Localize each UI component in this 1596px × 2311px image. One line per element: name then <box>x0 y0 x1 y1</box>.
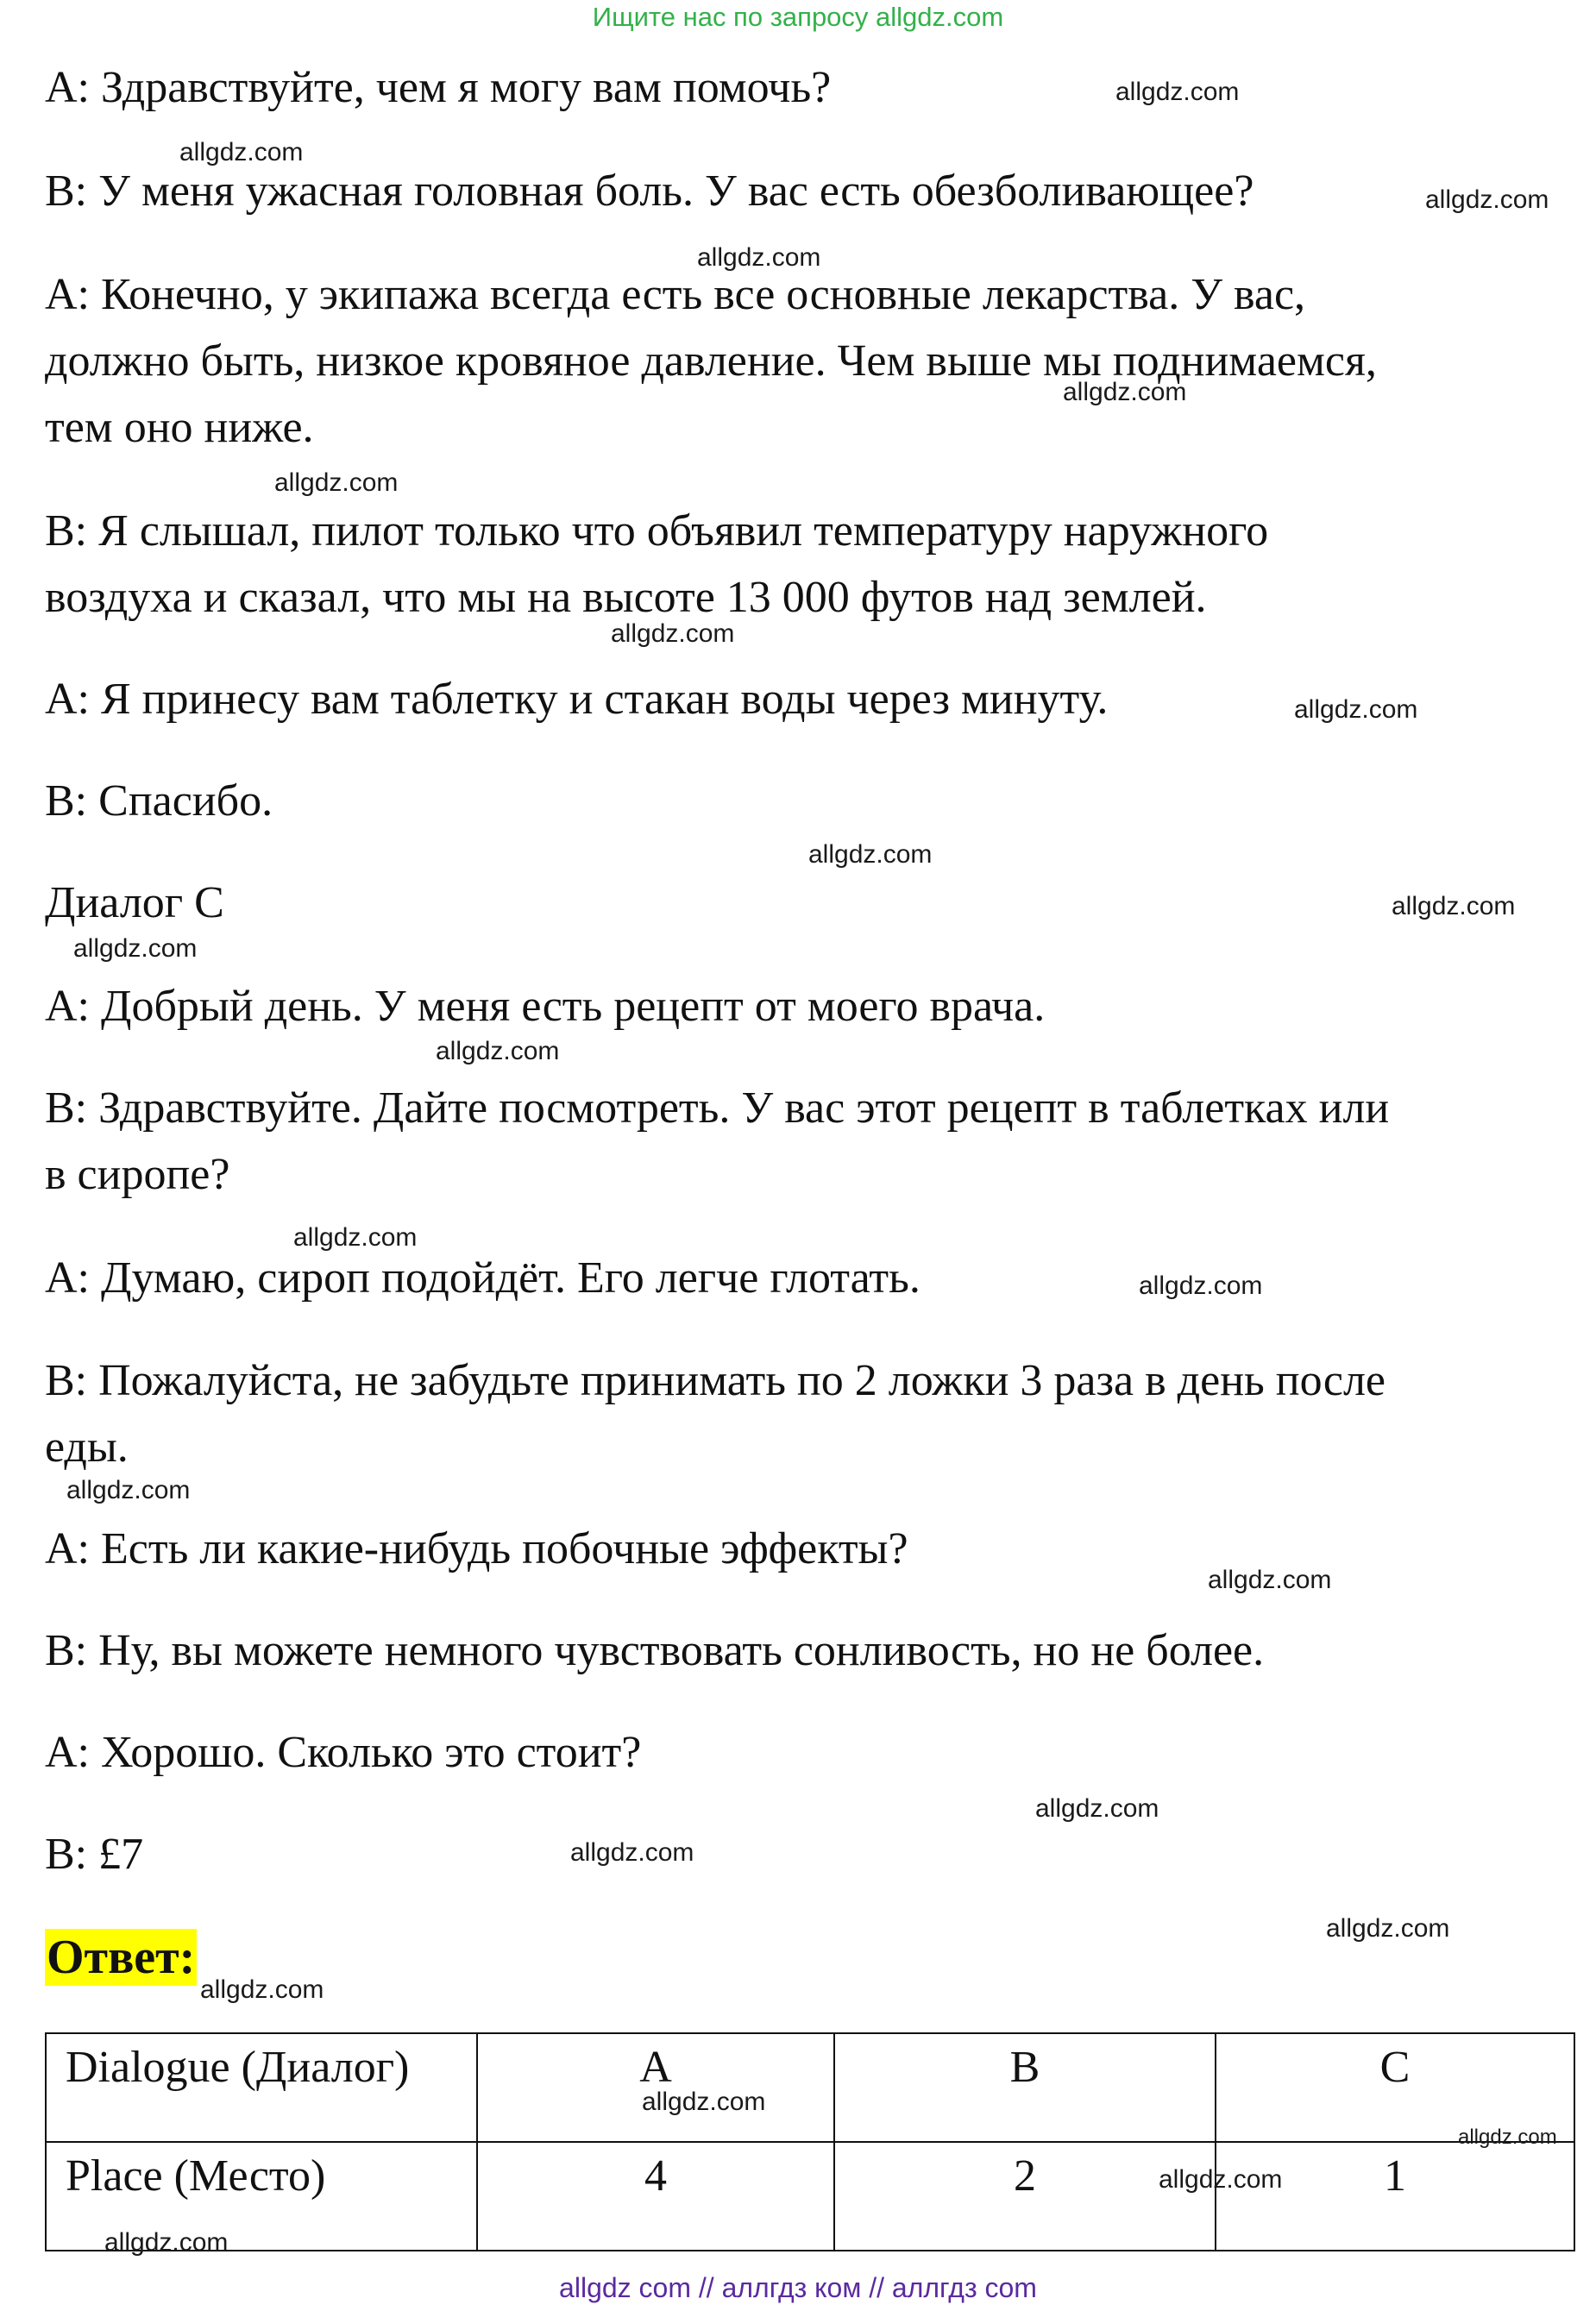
watermark: allgdz.com <box>1458 2126 1557 2149</box>
watermark: allgdz.com <box>642 2088 766 2116</box>
table-header-row <box>46 2033 1574 2142</box>
dialogue-line: A: Хорошо. Сколько это стоит? <box>45 1728 642 1777</box>
watermark: allgdz.com <box>66 1476 191 1504</box>
table-cell: C <box>1216 2033 1574 2142</box>
watermark: allgdz.com <box>1139 1272 1263 1300</box>
watermark: allgdz.com <box>1326 1914 1450 1943</box>
dialogue-line: B: Ну, вы можете немного чувствовать сонливость, но не более. <box>45 1626 1265 1675</box>
dialogue-line: еды. <box>45 1422 129 1472</box>
watermark: allgdz.com <box>1294 695 1418 724</box>
dialogue-line: B: У меня ужасная головная боль. У вас есть обезболивающее? <box>45 166 1254 216</box>
footer-links: allgdz com // аллгдз ком // аллгдз com <box>559 2272 1037 2303</box>
watermark: allgdz.com <box>1035 1794 1159 1823</box>
watermark: allgdz.com <box>697 243 821 272</box>
dialogue-line: B: £7 <box>45 1830 144 1879</box>
watermark: allgdz.com <box>1063 378 1187 406</box>
watermark: allgdz.com <box>1115 78 1240 106</box>
dialogue-line: B: Я слышал, пилот только что объявил температуру наружного <box>45 506 1269 556</box>
dialogue-line: B: Спасибо. <box>45 776 273 826</box>
watermark: allgdz.com <box>200 1975 324 2004</box>
watermark: allgdz.com <box>611 619 735 648</box>
dialogue-line: в сиропе? <box>45 1150 230 1199</box>
watermark: allgdz.com <box>1208 1566 1332 1594</box>
watermark: allgdz.com <box>104 2228 229 2257</box>
dialogue-line: A: Конечно, у экипажа всегда есть все основные лекарства. У вас, <box>45 270 1306 319</box>
watermark: allgdz.com <box>274 468 399 497</box>
table-cell: A <box>477 2033 834 2142</box>
dialogue-line: тем оно ниже. <box>45 403 314 452</box>
dialogue-line: A: Думаю, сироп подойдёт. Его легче глотать. <box>45 1253 921 1303</box>
dialogue-line: B: Пожалуйста, не забудьте принимать по 2 ложки 3 раза в день после <box>45 1356 1386 1405</box>
table-cell: 1 <box>1216 2142 1574 2251</box>
watermark: allgdz.com <box>179 138 304 166</box>
dialogue-line: воздуха и сказал, что мы на высоте 13 000 футов над землей. <box>45 573 1207 622</box>
watermark: allgdz.com <box>436 1037 560 1065</box>
watermark: allgdz.com <box>1159 2165 1283 2194</box>
section-heading: Диалог C <box>45 878 224 927</box>
top-banner: Ищите нас по запросу allgdz.com <box>592 2 1004 32</box>
watermark: allgdz.com <box>1392 892 1516 920</box>
dialogue-line: A: Я принесу вам таблетку и стакан воды через минуту. <box>45 675 1109 724</box>
table-cell: B <box>834 2033 1216 2142</box>
dialogue-line: A: Здравствуйте, чем я могу вам помочь? <box>45 63 832 112</box>
table-row <box>46 2142 1574 2251</box>
table-cell: Dialogue (Диалог) <box>46 2033 477 2142</box>
dialogue-line: A: Добрый день. У меня есть рецепт от моего врача. <box>45 982 1046 1031</box>
answer-table <box>45 2032 1575 2251</box>
table-cell: 4 <box>477 2142 834 2251</box>
watermark: allgdz.com <box>1425 185 1549 214</box>
dialogue-line: A: Есть ли какие-нибудь побочные эффекты? <box>45 1524 908 1573</box>
table-cell: 2 <box>834 2142 1216 2251</box>
dialogue-line: должно быть, низкое кровяное давление. Чем выше мы поднимаемся, <box>45 336 1377 386</box>
dialogue-line: B: Здравствуйте. Дайте посмотреть. У вас этот рецепт в таблетках или <box>45 1083 1390 1133</box>
table-cell: Place (Место) <box>46 2142 477 2251</box>
answer-label: Ответ: <box>47 1931 196 1984</box>
watermark: allgdz.com <box>808 840 933 869</box>
watermark: allgdz.com <box>293 1223 418 1252</box>
watermark: allgdz.com <box>570 1838 694 1867</box>
watermark: allgdz.com <box>73 934 198 963</box>
